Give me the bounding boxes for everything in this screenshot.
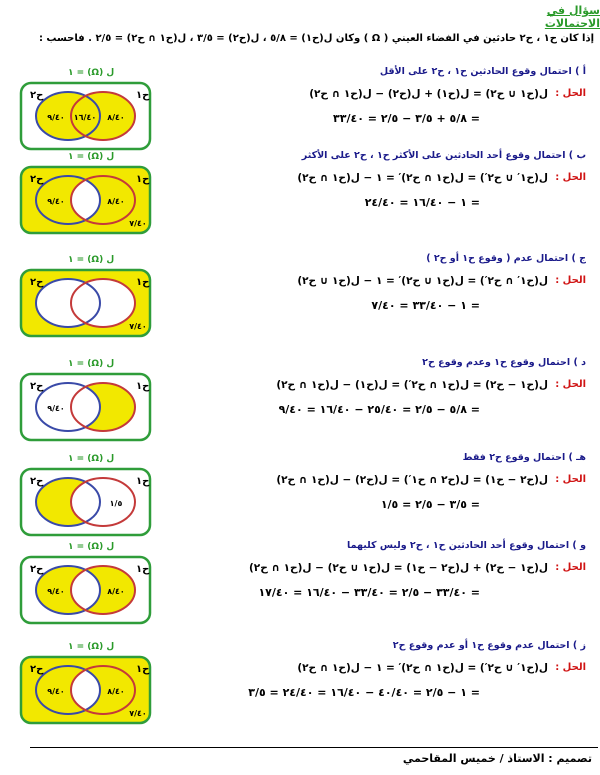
region-a-only: ٩/٤٠ [47,687,65,696]
probability-formula: ل(ح١ − ح٢) = ل(ح١ ∩ ح٢′) = ل(ح١) − ل(ح١ ∩ ح٢) [276,379,548,391]
region-a-only: ٩/٤٠ [47,197,65,206]
region-b-only: ٨/٤٠ [107,587,125,596]
probability-result: = ٣/٥ − ٢/٥ = ١/٥ [380,498,480,511]
page-title: سؤال في الاحتمالات [544,4,600,30]
probability-result: = ٥/٨ − ٢/٥ = ٢٥/٤٠ − ١٦/٤٠ = ٩/٤٠ [278,403,480,416]
event-a-label: ح٢ [30,476,44,487]
event-b-label: ح١ [136,381,150,392]
region-b-only: ٨/٤٠ [107,197,125,206]
solution-label: الحل : [555,88,586,99]
event-a-label: ح٢ [30,174,44,185]
venn-diagram [18,80,153,152]
event-b-label: ح١ [136,564,150,575]
solution-label: الحل : [555,474,586,485]
event-b-label: ح١ [136,476,150,487]
region-intersection: ١٦/٤٠ [73,113,97,122]
region-b-only: ١/٥ [109,499,123,508]
probability-formula: ل(ح١ − ح٢) + ل(ح٢ − ح١) = ل(ح١ ∪ ح٢) − ل(ح١ ∩ ح٢) [248,562,548,574]
venn-diagram [18,371,153,443]
sample-space-label: ل (Ω) = ١ [68,152,115,162]
event-b-label: ح١ [136,277,150,288]
region-a-only: ٩/٤٠ [47,587,65,596]
question-heading: هـ ) احتمال وقوع ح٢ فقط [462,452,586,463]
sample-space-label: ل (Ω) = ١ [68,454,115,464]
venn-diagram [18,554,153,626]
event-a-label: ح٢ [30,277,44,288]
sample-space-label: ل (Ω) = ١ [68,68,115,78]
probability-result: = ١ − ٢/٥ = ٤٠/٤٠ − ١٦/٤٠ = ٢٤/٤٠ = ٣/٥ [248,686,480,699]
solution-label: الحل : [555,172,586,183]
probability-formula: ل(ح١′ ∪ ح٢′) = ل(ح١ ∩ ح٢)′ = ١ − ل(ح١ ∩ ح٢) [297,172,548,184]
venn-diagram [18,466,153,538]
event-a-label: ح٢ [30,564,44,575]
probability-formula: ل(ح٢ − ح١) = ل(ح٢ ∩ ح١′) = ل(ح٢) − ل(ح١ ∩ ح٢) [276,474,548,486]
sample-space-label: ل (Ω) = ١ [68,359,115,369]
event-a-label: ح٢ [30,90,44,101]
question-heading: ب ) احتمال وقوع أحد الحادثين على الأكثر ح١ ، ح٢ على الأكثر [301,150,586,161]
question-heading: د ) احتمال وقوع ح١ وعدم وقوع ح٢ [422,357,586,368]
probability-formula: ل(ح١′ ∩ ح٢′) = ل(ح١ ∪ ح٢)′ = ١ − ل(ح١ ∪ ح٢) [297,275,548,287]
probability-result: = ١ − ١٦/٤٠ = ٢٤/٤٠ [364,196,480,209]
venn-diagram [18,164,153,236]
solution-label: الحل : [555,275,586,286]
probability-formula: ل(ح١ ∪ ح٢) = ل(ح١) + ل(ح٢) − ل(ح١ ∩ ح٢) [309,88,548,100]
sample-space-label: ل (Ω) = ١ [68,255,115,265]
question-heading: و ) احتمال وقوع أحد الحادثين ح١ ، ح٢ وليس كليهما [347,540,586,551]
region-b-only: ٨/٤٠ [107,687,125,696]
event-b-label: ح١ [136,664,150,675]
venn-diagram [18,654,153,726]
region-b-only: ٨/٤٠ [107,113,125,122]
region-a-only: ٩/٤٠ [47,404,65,413]
event-a-label: ح٢ [30,664,44,675]
sample-space-label: ل (Ω) = ١ [68,542,115,552]
event-a-label: ح٢ [30,381,44,392]
footer-divider [30,747,598,748]
footer-credit: تصميم : الاستاذ / خميس المقاحمي [402,752,592,765]
region-outside: ٧/٤٠ [129,709,147,718]
sample-space-label: ل (Ω) = ١ [68,642,115,652]
region-outside: ٧/٤٠ [129,322,147,331]
probability-result: = ٥/٨ + ٣/٥ − ٢/٥ = ٣٣/٤٠ [333,112,480,125]
venn-diagram [18,267,153,339]
solution-label: الحل : [555,662,586,673]
question-heading: ج ) احتمال عدم ( وقوع ح١ أو ح٢ ) [426,253,586,264]
probability-result: = ٣٣/٤٠ − ٢/٥ = ٣٣/٤٠ − ١٦/٤٠ = ١٧/٤٠ [258,586,480,599]
solution-label: الحل : [555,379,586,390]
problem-statement: إذا كان ح١ ، ح٢ حادثين في الفضاء العيني ( Ω ) وكان ل(ح١) = ٥/٨ ، ل(ح٢) = ٣/٥ ، ل(ح١ ∩ ح٢) = ٢/٥ . فاحسب : [38,33,594,44]
event-b-label: ح١ [136,174,150,185]
question-heading: ز ) احتمال عدم وقوع ح١ أو عدم وقوع ح٢ [392,640,586,651]
region-outside: ٧/٤٠ [129,219,147,228]
question-heading: أ ) احتمال وقوع الحادثين ح١ ، ح٢ على الأقل [379,66,586,77]
solution-label: الحل : [555,562,586,573]
probability-result: = ١ − ٣٣/٤٠ = ٧/٤٠ [371,299,480,312]
region-a-only: ٩/٤٠ [47,113,65,122]
probability-formula: ل(ح١′ ∪ ح٢′) = ل(ح١ ∩ ح٢)′ = ١ − ل(ح١ ∩ ح٢) [297,662,548,674]
event-b-label: ح١ [136,90,150,101]
